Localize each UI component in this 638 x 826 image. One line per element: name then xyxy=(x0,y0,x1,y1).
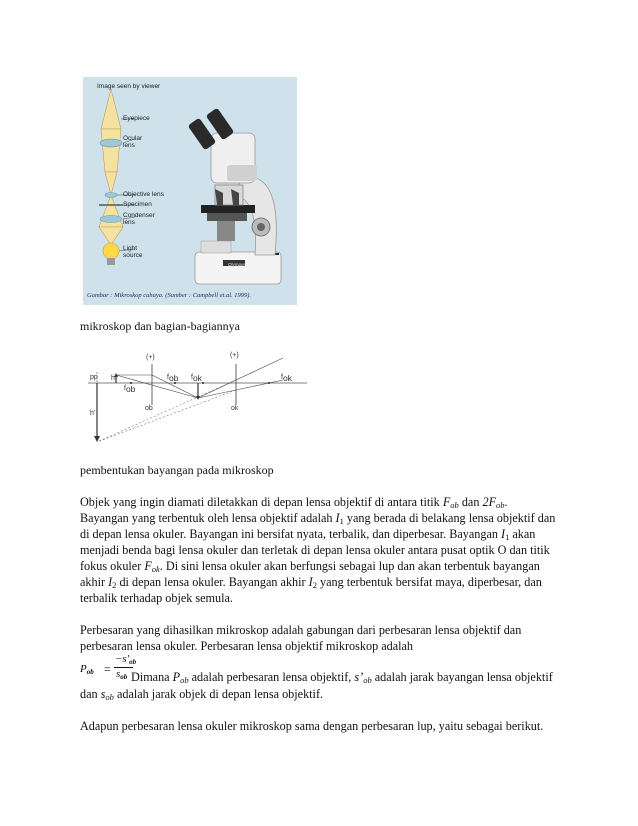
microscope-brand: Olympus xyxy=(228,262,246,267)
label-image-seen: Image seen by viewer xyxy=(97,83,161,90)
ray-diagram-svg xyxy=(83,350,311,450)
para1-line1: Objek yang ingin diamati diletakkan di depan lensa objektif di antara titik $F_{ob}$ dan $2F_{ob}$. xyxy=(80,495,508,510)
para3-line2: dan $s_{ob}$ adalah jarak objek di depan lensa objektif. xyxy=(80,687,324,702)
para1-line3: di depan lensa okuler. Bayangan ini bersifat nyata, terbalik, dan diperbesar. Bayangan $I_1$ akan xyxy=(80,527,536,542)
h-label: h xyxy=(111,375,115,382)
fok-label-left: $f_{ok}$ xyxy=(191,373,202,383)
fob-label-right: $f_{ob}$ xyxy=(167,373,179,383)
figure1-title: mikroskop dan bagian-bagiannya xyxy=(80,319,240,333)
ok-label: ok xyxy=(231,405,239,412)
label-specimen: Specimen xyxy=(123,201,152,208)
para1-line7: terbalik terhadap objek semula. xyxy=(80,591,233,605)
label-ocular-lens: Ocular lens xyxy=(123,135,143,149)
pp-label: pp xyxy=(90,374,98,381)
para1-line4: menjadi benda bagi lensa okuler dan terletak di depan lensa okuler antara pusat optik O dan titik xyxy=(80,543,550,557)
para3-line1: Dimana $P_{ob}$ adalah perbesaran lensa objektif, $s’_{ob}$ adalah jarak bayangan lensa objektif xyxy=(131,670,553,685)
para1-line5: fokus okuler $F_{ok}$. Di sini lensa okuler akan berfungsi sebagai lup dan akan terbentuk bayangan xyxy=(80,559,540,574)
microscope-illustration xyxy=(83,77,297,305)
objective-plus-label: (+) xyxy=(146,354,155,361)
para4: Adapun perbesaran lensa okuler mikroskop sama dengan perbesaran lup, yaitu sebagai berikut. xyxy=(80,719,544,733)
label-eyepiece: Eyepiece xyxy=(123,115,150,122)
formula-equals: = xyxy=(104,662,111,676)
hprime-label: h' xyxy=(90,410,96,417)
para1-line6: akhir $I_2$ di depan lensa okuler. Bayangan akhir $I_2$ yang terbentuk bersifat maya, diperbesar, dan xyxy=(80,575,542,590)
ob-label: ob xyxy=(145,405,153,412)
para1-line2: Bayangan yang terbentuk oleh lensa objektif adalah $I_1$ yang berada di belakang lensa objektif dan xyxy=(80,511,556,526)
formula-lhs: $P_{ob}$ xyxy=(80,663,94,676)
para2-line2: perbesaran lensa okuler. Perbesaran lensa objektif mikroskop adalah xyxy=(80,639,414,653)
para2-line1: Perbesaran yang dihasilkan mikroskop adalah gabungan dari perbesaran lensa objektif dan xyxy=(80,623,522,637)
fob-label-left: $f_{ob}$ xyxy=(124,384,136,394)
formula-numerator: $-s'_{ob}$ xyxy=(115,653,137,666)
label-condenser-lens: Condenser lens xyxy=(123,212,155,226)
fok-label-right: $f_{ok}$ xyxy=(281,373,292,383)
figure1-caption: Gambar : Mikroskop cahaya. (Sumber : Campbell et.al. 1999). xyxy=(87,292,252,299)
microscope-figure xyxy=(83,77,297,305)
formula-denominator: $s_{ob}$ xyxy=(116,668,128,681)
figure2-title: pembentukan bayangan pada mikroskop xyxy=(80,463,274,477)
label-light-source: Light source xyxy=(123,245,143,259)
ray-diagram xyxy=(83,350,311,450)
objective-magnification-formula xyxy=(80,653,137,683)
label-objective-lens: Objective lens xyxy=(123,191,164,198)
ocular-plus-label: (+) xyxy=(230,352,239,359)
